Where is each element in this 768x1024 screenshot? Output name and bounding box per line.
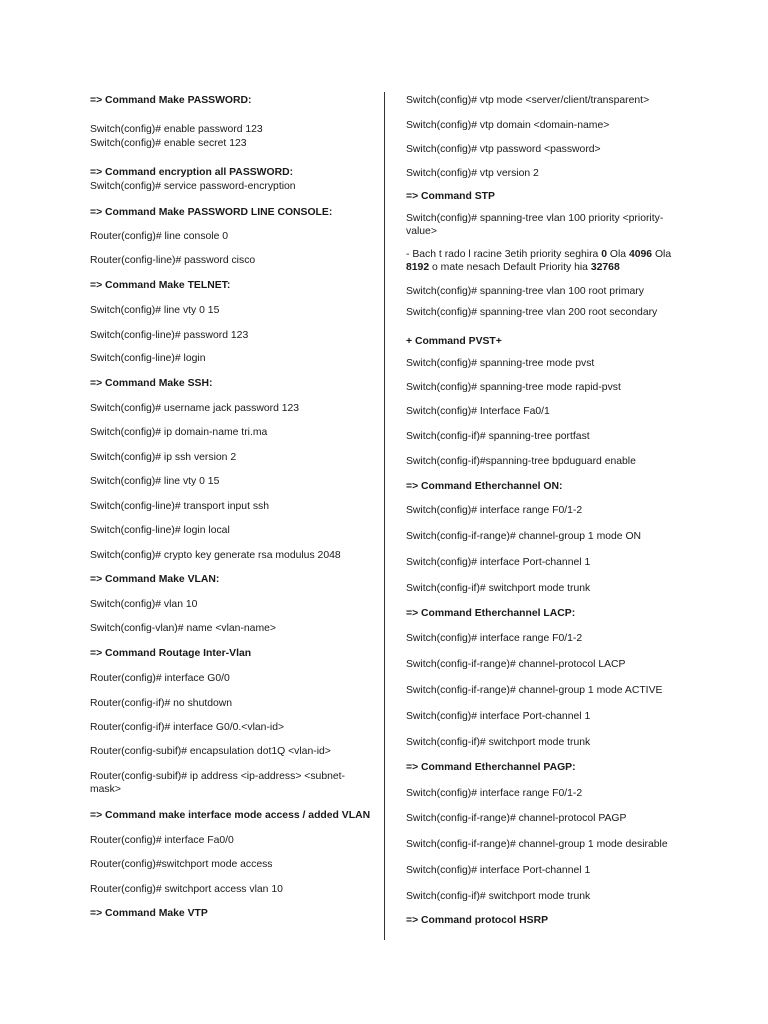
command-line: Switch(config-if-range)# channel-group 1 mode desirable <box>406 839 668 850</box>
command-line: Switch(config-line)# login local <box>90 525 230 536</box>
column-divider <box>384 92 385 940</box>
command-line: Router(config)# interface G0/0 <box>90 673 230 684</box>
command-line: Switch(config)# vtp password <password> <box>406 144 601 155</box>
section-heading: => Command Make VLAN: <box>90 574 220 585</box>
section-heading: => Command Routage Inter-Vlan <box>90 648 252 659</box>
command-line: Switch(config)# interface range F0/1-2 <box>406 788 583 799</box>
section-heading: + Command PVST+ <box>406 336 502 347</box>
command-line: Switch(config-if-range)# channel-protocol LACP <box>406 659 626 670</box>
command-line: Switch(config)# vtp version 2 <box>406 168 539 179</box>
command-line: Switch(config)# vtp domain <domain-name> <box>406 120 610 131</box>
command-line: Switch(config-if)# switchport mode trunk <box>406 737 591 748</box>
command-line: Switch(config)# spanning-tree vlan 100 priority <priority-value> <box>406 213 664 237</box>
section-heading: => Command Make VTP <box>90 908 208 919</box>
command-line: Switch(config)# ip domain-name tri.ma <box>90 427 268 438</box>
section-heading: => Command Etherchannel ON: <box>406 481 563 492</box>
command-line: Switch(config)# interface range F0/1-2 <box>406 633 583 644</box>
command-line: Router(config)# interface Fa0/0 <box>90 835 234 846</box>
section-heading: => Command STP <box>406 191 495 202</box>
command-line <box>406 248 678 274</box>
command-line: Switch(config-if)#spanning-tree bpduguard enable <box>406 456 636 467</box>
command-line: Switch(config)# spanning-tree vlan 200 root secondary <box>406 307 658 318</box>
command-line: Switch(config-if-range)# channel-group 1 mode ON <box>406 531 642 542</box>
command-line: Switch(config)# interface range F0/1-2 <box>406 505 583 516</box>
command-line: Switch(config)# enable secret 123 <box>90 138 247 149</box>
command-line: Switch(config)# interface Port-channel 1 <box>406 557 591 568</box>
text-segment: Ola <box>652 249 672 260</box>
command-line: Switch(config)# vtp mode <server/client/transparent> <box>406 95 650 106</box>
command-line: Switch(config)# spanning-tree vlan 100 root primary <box>406 286 644 297</box>
text-segment: o mate nesach Default Priority hia <box>429 262 591 273</box>
command-line: Switch(config)# vlan 10 <box>90 599 198 610</box>
command-line: Router(config-line)# password cisco <box>90 255 256 266</box>
section-heading: => Command Make PASSWORD: <box>90 95 252 106</box>
command-line: Switch(config)# ip ssh version 2 <box>90 452 237 463</box>
section-heading: => Command make interface mode access / added VLAN <box>90 810 371 821</box>
priority-value: 0 <box>601 249 607 260</box>
section-heading: => Command Etherchannel PAGP: <box>406 762 576 773</box>
command-line: Switch(config-if)# spanning-tree portfast <box>406 431 590 442</box>
command-line: Switch(config)# username jack password 123 <box>90 403 300 414</box>
text-segment: - Bach t rado l racine 3etih priority seghira <box>406 249 602 260</box>
command-line: Switch(config)# line vty 0 15 <box>90 305 220 316</box>
command-line: Switch(config)# line vty 0 15 <box>90 476 220 487</box>
command-line: Switch(config)# service password-encryption <box>90 181 296 192</box>
command-line: Router(config-if)# no shutdown <box>90 698 233 709</box>
command-line: Router(config-if)# interface G0/0.<vlan-id> <box>90 722 285 733</box>
command-line: Switch(config)# spanning-tree mode rapid-pvst <box>406 382 621 393</box>
command-line: Router(config-subif)# encapsulation dot1Q <vlan-id> <box>90 746 331 757</box>
priority-value: 4096 <box>628 249 653 260</box>
command-line: Router(config)# line console 0 <box>90 231 229 242</box>
command-line: Switch(config)# interface Port-channel 1 <box>406 865 591 876</box>
command-line: Router(config-subif)# ip address <ip-address> <subnet-mask> <box>90 771 345 795</box>
text-segment: Ola <box>607 249 629 260</box>
section-heading: => Command Make TELNET: <box>90 280 231 291</box>
section-heading: => Command encryption all PASSWORD: <box>90 167 294 178</box>
section-heading: => Command protocol HSRP <box>406 915 549 926</box>
command-line: Switch(config)# Interface Fa0/1 <box>406 406 550 417</box>
command-line: Switch(config-if)# switchport mode trunk <box>406 891 591 902</box>
command-line: Switch(config-if-range)# channel-group 1 mode ACTIVE <box>406 685 663 696</box>
priority-value: 8192 <box>406 262 430 273</box>
command-line: Switch(config)# enable password 123 <box>90 124 263 135</box>
command-line: Router(config)# switchport access vlan 10 <box>90 884 283 895</box>
command-line: Switch(config-line)# login <box>90 353 206 364</box>
command-line: Switch(config-if-range)# channel-protocol PAGP <box>406 813 627 824</box>
command-line: Switch(config-line)# transport input ssh <box>90 501 270 512</box>
command-line: Router(config)#switchport mode access <box>90 859 273 870</box>
section-heading: => Command Make PASSWORD LINE CONSOLE: <box>90 207 333 218</box>
command-line: Switch(config-line)# password 123 <box>90 330 249 341</box>
section-heading: => Command Etherchannel LACP: <box>406 608 576 619</box>
command-line: Switch(config)# crypto key generate rsa modulus 2048 <box>90 550 341 561</box>
command-line: Switch(config-if)# switchport mode trunk <box>406 583 591 594</box>
command-line: Switch(config)# interface Port-channel 1 <box>406 711 591 722</box>
command-line: Switch(config)# spanning-tree mode pvst <box>406 358 595 369</box>
section-heading: => Command Make SSH: <box>90 378 213 389</box>
command-line: Switch(config-vlan)# name <vlan-name> <box>90 623 276 634</box>
priority-value: 32768 <box>590 262 620 273</box>
